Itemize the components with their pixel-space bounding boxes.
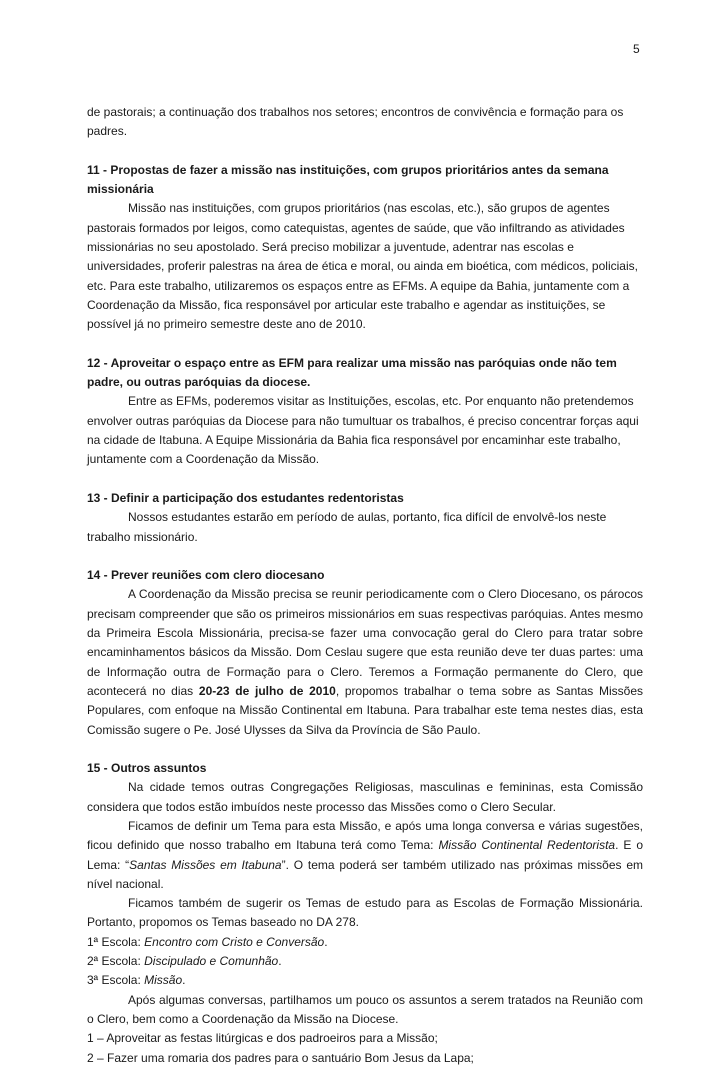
section-15-heading: 15 - Outros assuntos — [87, 761, 207, 776]
theme-intro: Ficamos de definir um Tema para esta Missão, e após uma longa conversa e várias sugestões, ficou definido que nosso trabalho em Itabuna terá como Tema: — [87, 818, 643, 853]
section-15-paragraph-1: Na cidade temos outras Congregações Religiosas, masculinas e femininas, esta Comissão considera que todos estão imbuídos neste processo das Missões como o Clero Secular. — [87, 780, 643, 814]
section-14-heading: 14 - Prever reuniões com clero diocesano — [87, 568, 325, 583]
section-13-body: Nossos estudantes estarão em período de aulas, portanto, fica difícil de envolvê-los neste trabalho missionário. — [87, 510, 607, 544]
school-2-label: 2ª Escola: — [87, 954, 145, 969]
section-15-paragraph-2 — [87, 817, 643, 894]
section-11 — [87, 161, 643, 335]
section-15 — [87, 759, 643, 1068]
school-3-end: . — [182, 973, 186, 988]
school-2-end: . — [278, 954, 282, 969]
section-14-body-end: , propomos trabalhar o tema sobre as Santas Missões Populares, com enfoque na Missão Continental em Itabuna. Para trabalhar este tema nestes dias, esta Comissão sugere o Pe. José Ulysses da Silva da Província de São Paulo. — [87, 683, 644, 737]
section-11-heading: 11 - Propostas de fazer a missão nas instituições, com grupos prioritários antes da semana missionária — [87, 162, 609, 197]
section-12 — [87, 354, 643, 470]
section-14-body-start: A Coordenação da Missão precisa se reunir periodicamente com o Clero Diocesano, os párocos precisam compreender que são os primeiros missionários em suas respectivas paróquias. Antes mesmo da Primeira Escola Missionária, precisa-se fazer uma convocação geral do Clero para tratar sobre encaminhamentos básicos da Missão. Dom Ceslau sugere que esta reunião deve ter duas partes: uma de Informação outra de Formação para o Clero. Teremos a Formação permanente do Clero, que acontecerá no dias — [87, 587, 643, 698]
theme-outro: ”. O tema poderá ser também utilizado nas próximas missões em nível nacional. — [87, 857, 643, 891]
list-item-1: 1 – Aproveitar as festas litúrgicas e dos padroeiros para a Missão; — [87, 1031, 438, 1046]
school-2-topic: Discipulado e Comunhão — [144, 954, 279, 969]
section-12-body: Entre as EFMs, poderemos visitar as Instituições, escolas, etc. Por enquanto não pretendemos envolver outras paróquias da Diocese para não tumultuar os trabalhos, é preciso concentrar forças aqui na cidade de Itabuna. A Equipe Missionária da Bahia fica responsável por encaminhar este trabalho, juntamente com a Coordenação da Missão. — [87, 394, 639, 467]
section-11-body: Missão nas instituições, com grupos prioritários (nas escolas, etc.), são grupos de agentes pastorais formados por leigos, como catequistas, agentes de saúde, que vão infiltrando as atividades missionárias no seu apostolado. Será preciso mobilizar a juventude, adentrar nas escolas e universidades, proferir palestras na área de ética e moral, ou ainda em bioética, com médicos, policiais, etc. Para este trabalho, utilizaremos os espaços entre as EFMs. A equipe da Bahia, juntamente com a Coordenação da Missão, fica responsável por articular este trabalho e agendar as instituições, se possível já no primeiro semestre deste ano de 2010. — [87, 201, 638, 332]
mission-theme: Missão Continental Redentorista — [438, 838, 616, 853]
school-1 — [87, 933, 643, 952]
section-12-heading: 12 - Aproveitar o espaço entre as EFM para realizar uma missão nas paróquias onde não tem padre, ou outras paróquias da diocese. — [87, 355, 617, 390]
formation-date: 20-23 de julho de 2010 — [198, 683, 336, 698]
page-number: 5 — [633, 42, 640, 56]
school-3-label: 3ª Escola: — [87, 973, 145, 988]
section-14 — [87, 566, 643, 740]
school-1-label: 1ª Escola: — [87, 934, 145, 949]
school-3 — [87, 971, 643, 990]
section-13-heading: 13 - Definir a participação dos estudantes redentoristas — [87, 490, 404, 505]
intro-paragraph: de pastorais; a continuação dos trabalhos nos setores; encontros de convivência e formação para os padres. — [87, 105, 624, 139]
section-13 — [87, 489, 643, 547]
section-14-body — [87, 585, 643, 739]
school-3-topic: Missão — [144, 973, 183, 988]
section-15-paragraph-4: Após algumas conversas, partilhamos um pouco os assuntos a serem tratados na Reunião com o Clero, bem como a Coordenação da Missão na Diocese. — [87, 992, 643, 1026]
school-1-topic: Encontro com Cristo e Conversão — [144, 934, 325, 949]
section-15-paragraph-3: Ficamos também de sugerir os Temas de estudo para as Escolas de Formação Missionária. Portanto, propomos os Temas baseado no DA 278. — [87, 896, 643, 930]
mission-motto: Santas Missões em Itabuna — [129, 857, 282, 872]
school-2 — [87, 952, 643, 971]
document-body — [87, 103, 643, 1068]
motto-intro: . E o Lema: “ — [87, 838, 643, 872]
school-1-end: . — [324, 934, 328, 949]
list-item-2: 2 – Fazer uma romaria dos padres para o santuário Bom Jesus da Lapa; — [87, 1050, 474, 1065]
